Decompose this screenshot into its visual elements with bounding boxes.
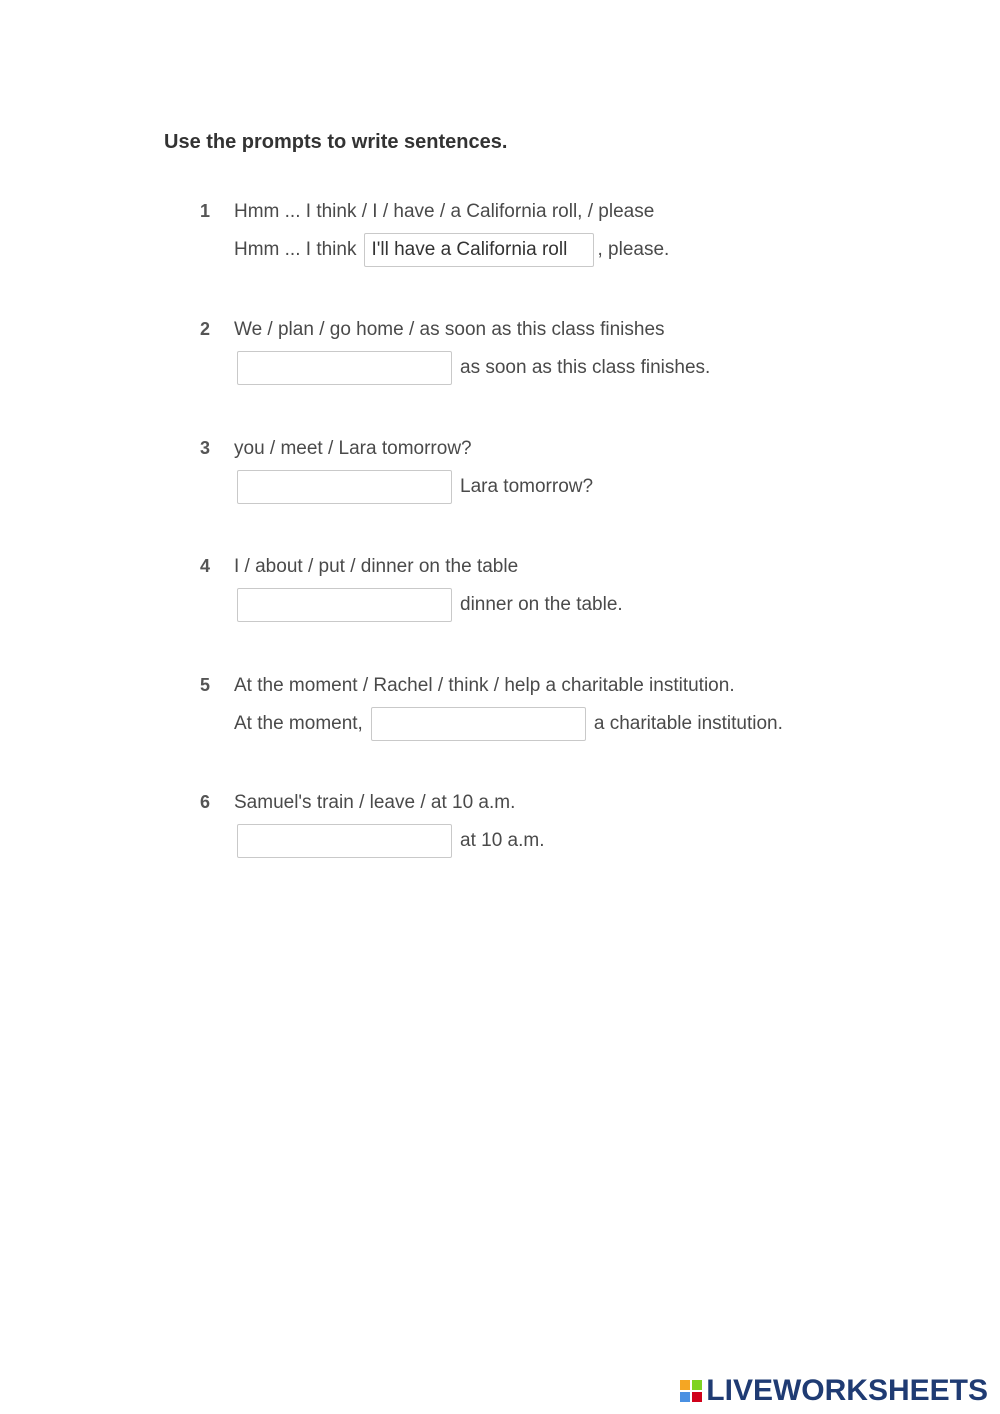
item-prompt: We / plan / go home / as soon as this class finishes bbox=[234, 319, 665, 340]
logo-text: LIVEWORKSHEETS bbox=[706, 1374, 988, 1407]
answer-field-1[interactable] bbox=[364, 233, 594, 267]
sentence-end: at 10 a.m. bbox=[460, 830, 545, 851]
instruction-heading: Use the prompts to write sentences. bbox=[164, 131, 508, 153]
answer-field-6[interactable] bbox=[237, 824, 452, 858]
item-prompt: you / meet / Lara tomorrow? bbox=[234, 438, 472, 459]
sentence-end: dinner on the table. bbox=[460, 594, 623, 615]
item-number: 1 bbox=[200, 201, 211, 221]
sentence-end: , please. bbox=[597, 239, 670, 260]
item-number: 3 bbox=[200, 438, 211, 458]
exercise-item-2 bbox=[200, 316, 900, 386]
exercise-item-4 bbox=[200, 553, 900, 623]
sentence-end: as soon as this class finishes. bbox=[460, 357, 711, 378]
item-prompt: At the moment / Rachel / think / help a charitable institution. bbox=[234, 675, 735, 696]
sentence-end: Lara tomorrow? bbox=[460, 476, 594, 497]
sentence-end: a charitable institution. bbox=[593, 713, 783, 734]
logo-mark-icon bbox=[680, 1380, 702, 1402]
item-number: 4 bbox=[200, 556, 211, 576]
item-prompt: Hmm ... I think / I / have / a California roll, / please bbox=[234, 201, 655, 222]
exercise-item-3 bbox=[200, 435, 900, 505]
sentence-start: Hmm ... I think bbox=[234, 239, 357, 260]
item-number: 2 bbox=[200, 319, 211, 339]
answer-field-3[interactable] bbox=[237, 470, 452, 504]
exercise-item-5 bbox=[200, 672, 900, 742]
answer-field-5[interactable] bbox=[371, 707, 586, 741]
liveworksheets-logo bbox=[680, 1374, 988, 1408]
item-number: 5 bbox=[200, 675, 211, 695]
answer-field-4[interactable] bbox=[237, 588, 452, 622]
exercise-item-1 bbox=[200, 198, 900, 268]
exercise-item-6 bbox=[200, 789, 900, 859]
sentence-start: At the moment, bbox=[234, 713, 363, 734]
item-number: 6 bbox=[200, 792, 211, 812]
item-prompt: Samuel's train / leave / at 10 a.m. bbox=[234, 792, 516, 813]
answer-field-2[interactable] bbox=[237, 351, 452, 385]
item-prompt: I / about / put / dinner on the table bbox=[234, 556, 519, 577]
